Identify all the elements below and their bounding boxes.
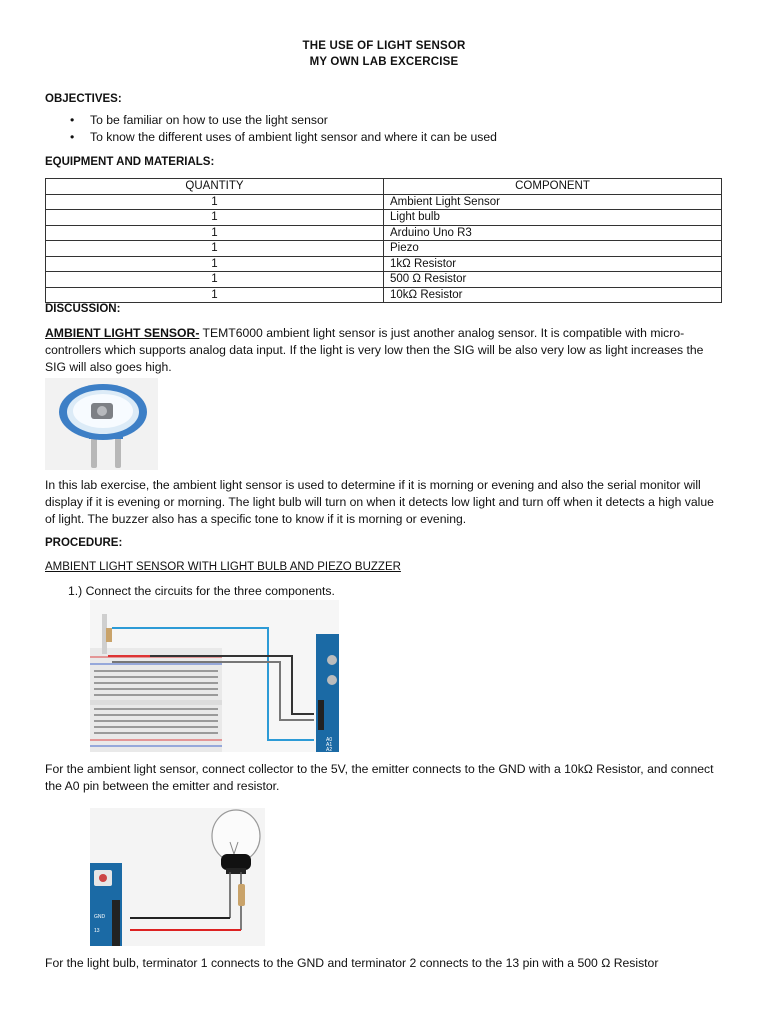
breadboard-circuit-icon xyxy=(90,600,339,752)
component-cell: 1kΩ Resistor xyxy=(384,256,722,272)
sensor-description: TEMT6000 ambient light sensor is just another analog sensor. It is compatible with micro-controllers which supports analog data input. If the light is very low then the SIG will be also very low as light increases the SIG will also goes high. xyxy=(45,326,704,374)
bullet-icon: • xyxy=(70,113,75,127)
procedure-step-1: 1.) Connect the circuits for the three components. xyxy=(68,584,335,598)
pin-label-13: 13 xyxy=(94,928,100,934)
sensor-term: AMBIENT LIGHT SENSOR- xyxy=(45,326,200,340)
sensor-image xyxy=(45,378,158,470)
objective-text: To know the different uses of ambient light sensor and where it can be used xyxy=(90,130,497,144)
sensor-paragraph xyxy=(45,325,725,376)
qty-cell: 1 xyxy=(46,272,384,288)
component-cell: Ambient Light Sensor xyxy=(384,194,722,210)
procedure-subheading: AMBIENT LIGHT SENSOR WITH LIGHT BULB AND PIEZO BUZZER xyxy=(45,561,401,573)
table-header-row xyxy=(46,179,722,195)
light-bulb-icon xyxy=(90,808,265,946)
header-component: COMPONENT xyxy=(384,179,722,195)
component-cell: Light bulb xyxy=(384,210,722,226)
qty-cell: 1 xyxy=(46,210,384,226)
qty-cell: 1 xyxy=(46,256,384,272)
bulb-instruction: For the light bulb, terminator 1 connects to the GND and terminator 2 connects to the 13 pin with a 500 Ω Resistor xyxy=(45,956,659,970)
objective-text: To be familiar on how to use the light sensor xyxy=(90,113,328,127)
discussion-heading: DISCUSSION: xyxy=(45,303,121,315)
doc-title: THE USE OF LIGHT SENSOR xyxy=(302,40,466,52)
table-row xyxy=(46,210,722,226)
pin-label-a0: A0 xyxy=(326,737,333,743)
sensor-instruction: For the ambient light sensor, connect collector to the 5V, the emitter connects to the GND with a 10kΩ Resistor, and connect the A0 pin between the emitter and resistor. xyxy=(45,762,714,793)
bulb-circuit-image xyxy=(90,808,265,946)
header-quantity: QUANTITY xyxy=(46,179,384,195)
equipment-table xyxy=(45,178,722,303)
table-row xyxy=(46,287,722,303)
bullet-icon: • xyxy=(70,130,75,144)
pin-label-a2: A2 xyxy=(326,747,333,752)
lab-paragraph: In this lab exercise, the ambient light sensor is used to determine if it is morning or evening and also the serial monitor will display if it is evening or morning. The light bulb will turn on when it detects low light and turn off when it detects a high value of light. The buzzer also has a specific tone to know if it is morning or evening. xyxy=(45,478,714,526)
pin-label-gnd: GND xyxy=(94,914,106,920)
table-row xyxy=(46,194,722,210)
component-cell: 500 Ω Resistor xyxy=(384,272,722,288)
component-cell: Piezo xyxy=(384,241,722,257)
qty-cell: 1 xyxy=(46,287,384,303)
qty-cell: 1 xyxy=(46,225,384,241)
pin-label-a1: A1 xyxy=(326,742,333,748)
table-row xyxy=(46,272,722,288)
qty-cell: 1 xyxy=(46,194,384,210)
table-row xyxy=(46,225,722,241)
table-row xyxy=(46,256,722,272)
light-sensor-icon xyxy=(45,378,158,470)
doc-subtitle: MY OWN LAB EXCERCISE xyxy=(309,56,459,68)
component-cell: 10kΩ Resistor xyxy=(384,287,722,303)
qty-cell: 1 xyxy=(46,241,384,257)
objectives-heading: OBJECTIVES: xyxy=(45,93,122,105)
table-row xyxy=(46,241,722,257)
procedure-heading: PROCEDURE: xyxy=(45,537,123,549)
component-cell: Arduino Uno R3 xyxy=(384,225,722,241)
equipment-heading: EQUIPMENT AND MATERIALS: xyxy=(45,156,215,168)
breadboard-circuit-image xyxy=(90,600,339,752)
